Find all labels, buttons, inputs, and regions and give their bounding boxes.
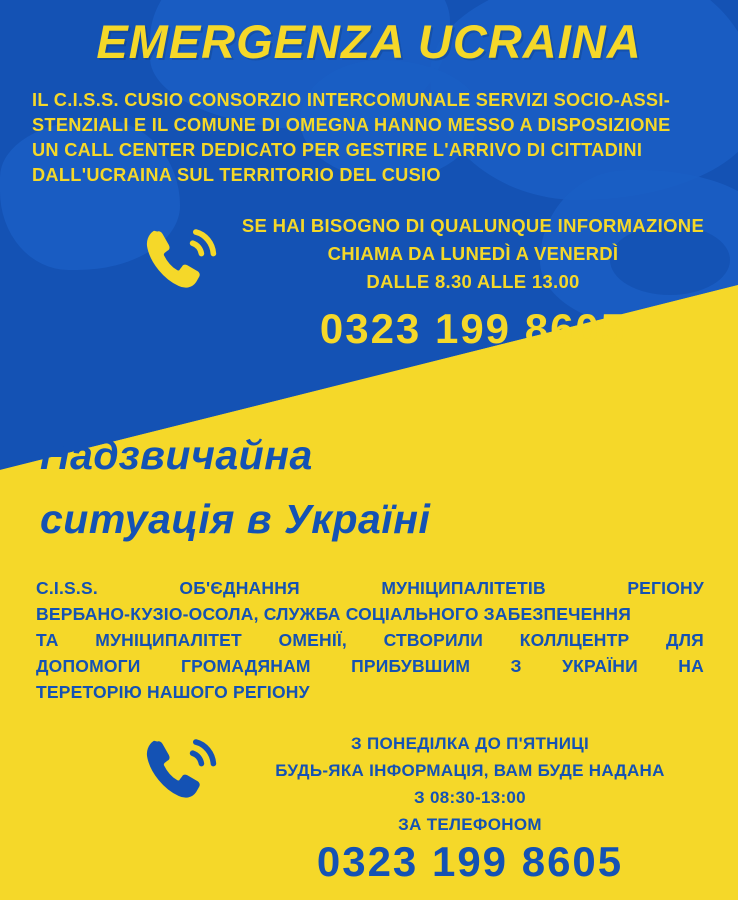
italian-body-text	[32, 88, 708, 188]
ukrainian-info-text	[240, 730, 700, 838]
phone-ringing-icon	[143, 735, 223, 805]
ukrainian-body-word: УКРАЇНИ	[562, 656, 638, 676]
ukrainian-body-line	[36, 627, 704, 653]
ukrainian-title-line-1: Надзвичайна	[40, 432, 313, 478]
ukrainian-body-word: МУНІЦИПАЛІТЕТІВ	[381, 578, 546, 598]
ukrainian-body-line	[36, 653, 704, 679]
ukrainian-info-line: ЗА ТЕЛЕФОНОМ	[398, 815, 542, 834]
ukrainian-info-line: З 08:30-13:00	[414, 788, 526, 807]
italian-info-line: DALLE 8.30 ALLE 13.00	[366, 271, 580, 292]
italian-info-line: CHIAMA DA LUNEDÌ A VENERDÌ	[327, 243, 619, 264]
italian-body-line: STENZIALI E IL COMUNE DI OMEGNA HANNO MESSO A DISPOSIZIONE	[32, 115, 671, 135]
ukrainian-body-line: ВЕРБАНО-КУЗІО-ОСОЛА, СЛУЖБА СОЦІАЛЬНОГО ЗАБЕЗПЕЧЕННЯ	[36, 604, 631, 624]
ukrainian-info-line: БУДЬ-ЯКА ІНФОРМАЦІЯ, ВАМ БУДЕ НАДАНА	[275, 761, 665, 780]
ukrainian-body-word: ГРОМАДЯНАМ	[180, 656, 311, 676]
ukrainian-body-line	[36, 575, 704, 601]
ukrainian-body-word: РЕГІОНУ	[627, 578, 704, 598]
italian-phone-number[interactable]: 0323 199 8605	[319, 305, 627, 352]
italian-info-text	[238, 212, 708, 296]
ukrainian-body-text	[36, 575, 704, 705]
ukrainian-body-word: ТА	[36, 630, 59, 650]
ukrainian-body-word: ОБ'ЄДНАННЯ	[179, 578, 300, 598]
ukrainian-phone-number[interactable]: 0323 199 8605	[316, 838, 624, 885]
italian-body-line: IL C.I.S.S. CUSIO CONSORZIO INTERCOMUNALE SERVIZI SOCIO-ASSI-	[32, 90, 671, 110]
ukrainian-body-word: C.I.S.S.	[36, 578, 98, 598]
ukrainian-body-word: МУНІЦИПАЛІТЕТ	[95, 630, 242, 650]
italian-info-line: SE HAI BISOGNO DI QUALUNQUE INFORMAZIONE	[241, 215, 705, 236]
ukrainian-info-line: З ПОНЕДІЛКА ДО П'ЯТНИЦІ	[350, 734, 590, 753]
ukrainian-body-word: КОЛЛЦЕНТР	[519, 630, 630, 650]
ukrainian-body-line: ТЕРЕТОРІЮ НАШОГО РЕГІОНУ	[36, 682, 310, 702]
ukrainian-body-word: СТВОРИЛИ	[383, 630, 484, 650]
ukrainian-body-word: З	[510, 656, 522, 676]
ukrainian-body-word: ДЛЯ	[666, 630, 704, 650]
italian-body-line: UN CALL CENTER DEDICATO PER GESTIRE L'ARRIVO DI CITTADINI	[32, 140, 643, 160]
ukrainian-body-word: НА	[678, 656, 704, 676]
ukrainian-body-word: ПРИБУВШИМ	[351, 656, 471, 676]
ukrainian-body-word: ОМЕНІЇ,	[278, 630, 347, 650]
italian-body-line: DALL'UCRAINA SUL TERRITORIO DEL CUSIO	[32, 165, 441, 185]
ukrainian-title-line-2: ситуація в Україні	[40, 496, 431, 542]
page-title: EMERGENZA UCRAINA	[96, 15, 642, 68]
phone-ringing-icon	[143, 225, 223, 295]
ukrainian-body-word: ДОПОМОГИ	[36, 656, 141, 676]
